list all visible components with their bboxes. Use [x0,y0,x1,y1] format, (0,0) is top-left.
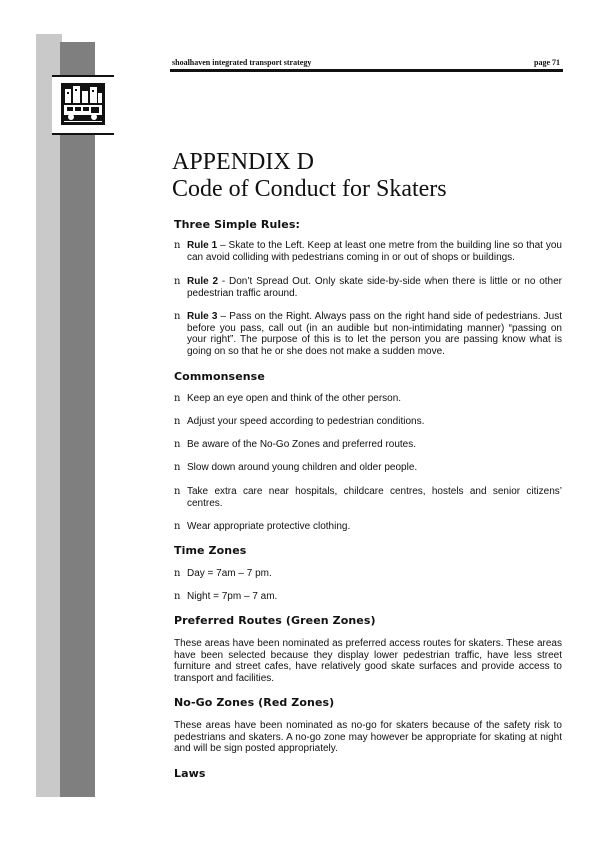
square-bullet-icon: n [174,568,181,579]
document-title: shoalhaven integrated transport strategy [172,58,312,67]
appendix-subtitle: Code of Conduct for Skaters [172,176,447,202]
square-bullet-icon: n [174,311,181,322]
square-bullet-icon: n [174,276,181,287]
square-bullet-icon: n [174,240,181,251]
rule-text: Rule 2 - Don’t Spread Out. Only skate side-by-side when there is little or no other pedestrian traffic around. [187,276,562,299]
section-heading-laws: Laws [174,767,206,780]
section-heading-time-zones: Time Zones [174,544,247,557]
square-bullet-icon: n [174,486,181,497]
square-bullet-icon: n [174,439,181,450]
header-rule [170,69,563,72]
page-number: page 71 [534,58,560,67]
rule-text: Rule 1 – Skate to the Left. Keep at least one metre from the building line so that you can avoid colliding with pedestrians coming in or out of shops or buildings. [187,240,562,263]
side-bar-dark [60,42,95,797]
appendix-title: APPENDIX D [172,149,315,175]
square-bullet-icon: n [174,393,181,404]
square-bullet-icon: n [174,462,181,473]
logo-box [52,75,114,135]
no-go-zones-paragraph: These areas have been nominated as no-go for skaters because of the safety risk to pedestrians and skaters. A no-go zone may however be appropriate for skating at night and will be sign posted appropriately. [174,720,562,754]
section-heading-no-go-zones: No-Go Zones (Red Zones) [174,696,335,709]
preferred-routes-paragraph: These areas have been nominated as preferred access routes for skaters. These areas have been selected because they display lower pedestrian traffic, have less street furniture and street cafes, have relatively good skate surfaces and provide access to transport and facilities. [174,638,562,684]
section-heading-preferred-routes: Preferred Routes (Green Zones) [174,614,376,627]
side-bar-light [36,34,62,797]
square-bullet-icon: n [174,521,181,532]
rule-text: Rule 3 – Pass on the Right. Always pass on the right hand side of pedestrians. Just before you pass, call out (in an audible but non-intimidating manner) “passing on your right”. The purpose of this is to let the person you are passing know what is going on so that he or she does not make a sudden move. [187,311,562,357]
city-bus-logo-icon [61,83,105,125]
section-heading-commonsense: Commonsense [174,370,265,383]
square-bullet-icon: n [174,591,181,602]
square-bullet-icon: n [174,416,181,427]
section-heading-rules: Three Simple Rules: [174,218,300,231]
